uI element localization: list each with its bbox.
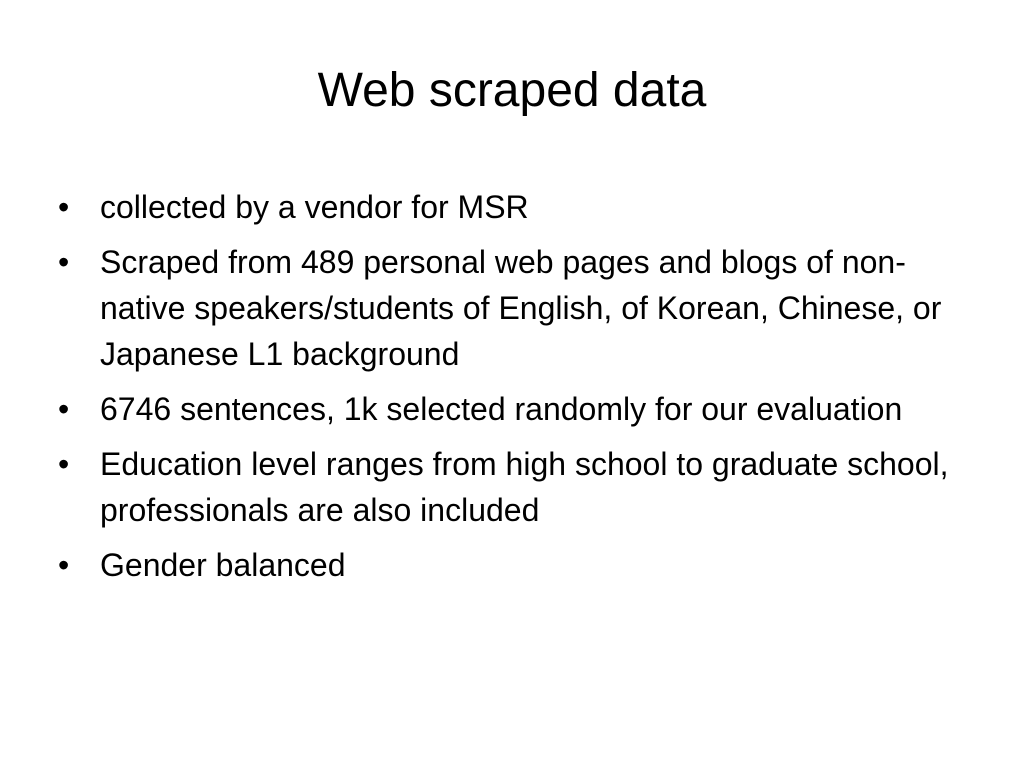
- bullet-text: collected by a vendor for MSR: [100, 189, 529, 225]
- bullet-text: Gender balanced: [100, 547, 346, 583]
- bullet-text: Education level ranges from high school to graduate school, professionals are also included: [100, 446, 949, 528]
- bullet-text: Scraped from 489 personal web pages and blogs of non-native speakers/students of English, of Korean, Chinese, or Japanese L1 background: [100, 244, 942, 372]
- bullet-item: [58, 239, 958, 377]
- bullet-text: 6746 sentences, 1k selected randomly for our evaluation: [100, 391, 903, 427]
- bullet-dot-icon: •: [58, 391, 70, 427]
- bullet-list: [58, 184, 958, 597]
- bullet-dot-icon: •: [58, 547, 70, 583]
- bullet-dot-icon: •: [58, 446, 70, 482]
- slide-title: Web scraped data: [317, 64, 707, 117]
- bullet-item: [58, 441, 958, 533]
- bullet-dot-icon: •: [58, 244, 70, 280]
- bullet-dot-icon: •: [58, 189, 70, 225]
- bullet-item: [58, 386, 958, 432]
- bullet-item: [58, 184, 958, 230]
- bullet-item: [58, 542, 958, 588]
